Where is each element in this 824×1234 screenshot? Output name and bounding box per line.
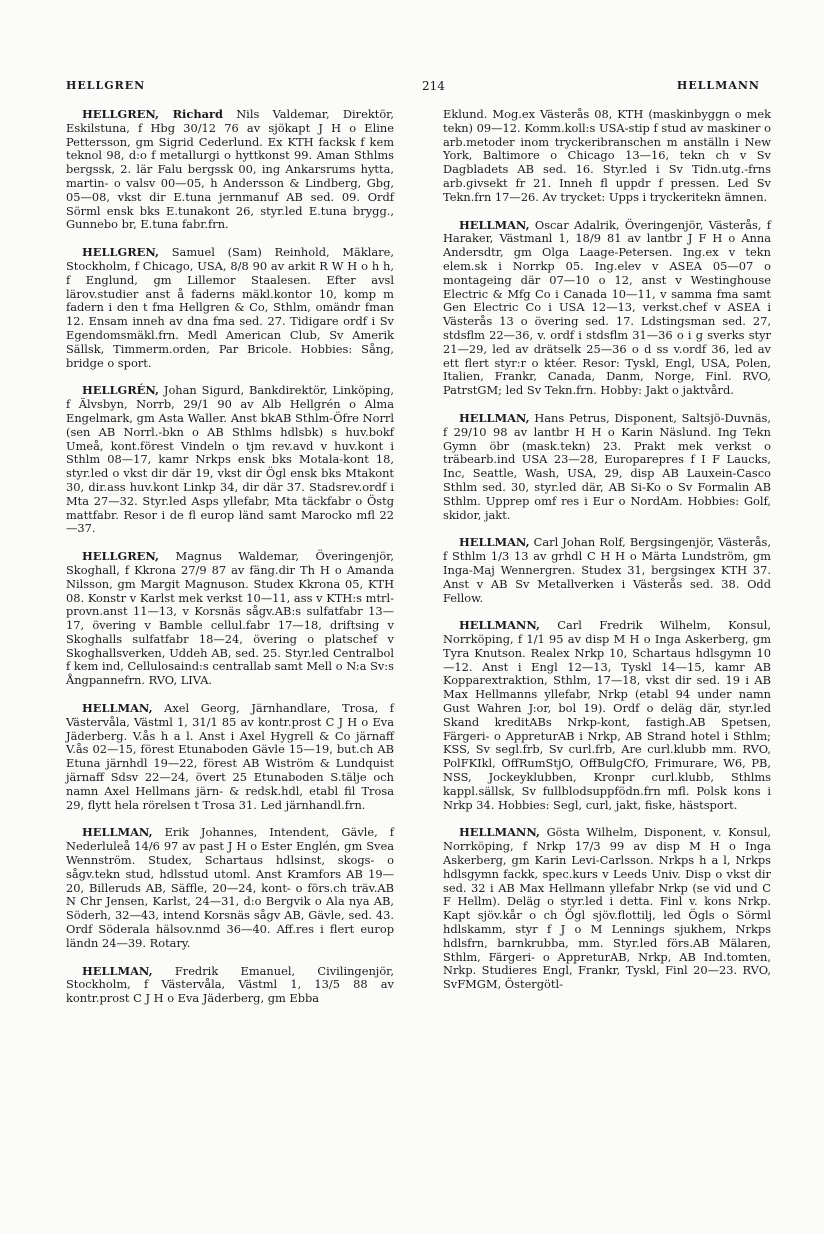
entry-name: HELLMAN, <box>459 535 530 550</box>
entry-name: HELLMAN, <box>82 701 153 716</box>
entry <box>443 826 771 992</box>
right-column <box>443 108 771 1006</box>
entry-text: Axel Georg, Järnhandlare, Trosa, f Västervåla, Västml 1, 31/1 85 av kontr.prost C J H o Eva Jäderberg. V.ås h a l. Anst i Axel Hygrell & Co järnaff V.ås 02—15, förest Etunaboden Gävle 15—19, but.ch AB Etuna järnhdl 19—22, förest AB Wiström & Lundquist järnaff Sdsv 22—24, övert 25 Etunaboden S.tälje och namn Axel Hellmans järn- & redsk.hdl, etabl fil Trosa 29, flytt hela rörelsen t Trosa 31. Led järnhandl.frn. <box>66 701 394 812</box>
entry-text: Johan Sigurd, Bankdirektör, Linköping, f Älvsbyn, Norrb, 29/1 90 av Alb Hellgrén o Alma Engelmark, gm Asta Waller. Anst bkAB Sthlm-Öfre Norrl (sen AB Norrl.-bkn o AB Sthlms hdlsbk) s huv.bokf Umeå, kont.förest Vindeln o tjm rev.avd v huv.kont i Sthlm 08—17, kamr Nrkps ensk bks Motala-kont 18, styr.led o vkst dir där 19, vkst dir Ögl ensk bks Mtakont 30, dir.ass huv.kont Linkp 34, dir där 37. Stadsrev.ordf i Mta 27—32. Styr.led Asps yllefabr, Mta täckfabr o Östg mattfabr. Resor i de fl europ länd samt Marocko mfl 22—37. <box>66 383 394 536</box>
entry <box>443 412 771 522</box>
entry-name: HELLGREN, Richard <box>82 107 223 121</box>
entry <box>66 826 394 950</box>
entry-text: Carl Fredrik Wilhelm, Konsul, Norrköping, f 1/1 95 av disp M H o Inga Askerberg, gm Tyra Knutson. Realex Nrkp 10, Schartaus hdlsgymn 10—12. Anst i Engl 12—13, Tyskl 14—15, kamr AB Kopparextraktion, Sthlm, 17—18, vkst dir sed. 19 i AB Max Hellmanns yllefabr, Nrkp (etabl 94 under namn Gust Wahren J:or, bol 19). Ordf o deläg där, styr.led Skand kreditABs Nrkp-kont, fastigh.AB Spetsen, Färgeri- o AppreturAB i Nrkp, AB Strand hotel i Sthlm; KSS, Sv segl.frb, Sv curl.frb, Are curl.klubb mm. RVO, PolFKIkl, OffRumStjO, OffBulgCfO, Frimurare, W6, PB, NSS, Jockeyklubben, Kronpr curl.klubb, Sthlms kappl.sällsk, Sv fullblodsuppfödn.frn mfl. Polsk kons i Nrkp 34. Hobbies: Segl, curl, jakt, fiske, hästsport. <box>443 618 771 812</box>
entry <box>66 384 394 536</box>
entry <box>443 619 771 812</box>
entry-text: Samuel (Sam) Reinhold, Mäklare, Stockholm, f Chicago, USA, 8/8 90 av arkit R W H o h h, f Englund, gm Lillemor Staalesen. Efter avsl lärov.studier anst å faderns mäkl.kontor 10, komp m fadern i den t fma Hellgren & Co, Sthlm, omändr fman 12. Ensam inneh av dna fma sed. 27. Tidigare ordf i Sv Egendomsmäkl.frn. Medl American Club, Sv Amerik Sällsk, Timmerm.orden, Par Bricole. Hobbies: Sång, bridge o sport. <box>66 245 394 370</box>
entry-text: Eklund. Mog.ex Västerås 08, KTH (maskinbyggn o mek tekn) 09—12. Komm.koll:s USA-stip f stud av maskiner o arb.metoder inom tryckeribranschen m anställn i New York, Baltimore o Chicago 13—16, tekn ch v Sv Dagbladets AB sed. 16. Styr.led i Sv Tidn.utg.-frns arb.givsekt fr 21. Inneh fl uppdr f pressen. Led Sv Tekn.frn 17—26. Av trycket: Upps i tryckeritekn ämnen. <box>443 107 771 204</box>
entry-name: HELLMAN, <box>459 410 530 425</box>
entry-name: HELLMANN, <box>459 618 540 633</box>
entry-name: HELLMAN, <box>82 963 153 978</box>
entry-text: Gösta Wilhelm, Disponent, v. Konsul, Norrköping, f Nrkp 17/3 99 av disp M H o Inga Askerberg, gm Karin Levi-Carlsson. Nrkps h a l, Nrkps hdlsgymn fackk, spec.kurs v Leeds Univ. Disp o vkst dir sed. 32 i AB Max Hellmann yllefabr Nrkp (se vid und C F Hellm). Deläg o styr.led i detta. Finl v. kons Nrkp. Kapt sjöv.kår o ch Ögl sjöv.flottilj, led Ögls o Sörml hdlskamm, styr f J o M Lennings sjukhem, Nrkps hdlsfrn, barnkrubba, mm. Styr.led förs.AB Mälaren, Sthlm, Färgeri- o AppreturAB, Nrkp, AB Ind.tomten, Nrkp. Studieres Engl, Frankr, Tyskl, Finl 20—23. RVO, SvFMGM, Östergötl- <box>443 825 771 992</box>
entry-name: HELLGREN, <box>82 245 159 260</box>
header-left-term: HELLGREN <box>66 79 146 92</box>
entry <box>443 219 771 398</box>
page-header <box>66 79 760 95</box>
entry <box>66 108 394 232</box>
entry-text: Magnus Waldemar, Överingenjör, Skoghall, f Kkrona 27/9 87 av fäng.dir Th H o Amanda Nilsson, gm Margit Magnuson. Studex Kkrona 05, KTH 08. Konstr v Karlst mek verkst 10—11, ass v KTH:s mtrl-provn.anst 11—13, v Korsnäs sågv.AB:s sulfatfabr 13—17, övering v Bamble cellul.fabr 17—18, driftsing v Skoghalls sulfatfabr 18—24, övering o platschef v Skoghallsverken, Uddeh AB, sed. 25. Styr.led Centralbol f kem ind, Cellulosaind:s centrallab samt Mell o N:a Sv:s Ångpannefrn. RVO, LIVA. <box>66 549 394 688</box>
entry-text: Oscar Adalrik, Överingenjör, Västerås, f Haraker, Västmanl 1, 18/9 81 av lantbr J F H o Anna Andersdtr, gm Olga Laage-Petersen. Ing.ex v tekn elem.sk i Norrkp 05. Ing.elev v ASEA 05—07 o montageing där 07—10 o 12, anst v Westinghouse Electric & Mfg Co i Canada 10—11, v samma fma samt Gen Electric Co i USA 12—13, verkst.chef v ASEA i Västerås 13 o övering sed. 17. Ldstingsman sed. 27, stdsflm 22—36, v. ordf i stdsflm 31—36 o i g sverks styr 21—29, led av drätselk 25—36 o d ss v.ordf 36, led av ett flert styr:r o ktéer. Resor: Tyskl, Engl, USA, Polen, Italien, Frankr, Canada, Danm, Norge, Finl. RVO, PatrstGM; led Sv Tekn.frn. Hobby: Jakt o jaktvård. <box>443 217 771 398</box>
entry-text: Fredrik Emanuel, Civilingenjör, Stockholm, f Västervåla, Västml 1, 13/5 88 av kontr.prost C J H o Eva Jäderberg, gm Ebba <box>66 963 394 1006</box>
entry-text: Nils Valdemar, Direktör, Eskilstuna, f Hbg 30/12 76 av sjökapt J H o Eline Pettersson, gm Sigrid Cederlund. Ex KTH facksk f kem teknol 98, d:o f metallurgi o hyttkonst 99. Aman Sthlms bergssk, 2. lär Falu bergssk 00, ing Ankarsrums hytta, martin- o valsv 00—05, h Andersson & Lindberg, Gbg, 05—08, vkst dir E.tuna jernmanuf AB sed. 09. Ordf Sörml ensk bks E.tunakont 26, styr.led E.tuna brygg., Gunnebo br, E.tuna fabr.frn. <box>66 107 394 232</box>
entry <box>66 550 394 688</box>
entry <box>66 246 394 370</box>
entry-name: HELLMAN, <box>459 217 530 232</box>
entry <box>66 965 394 1006</box>
entry <box>66 702 394 812</box>
entry-name: HELLMANN, <box>459 825 540 840</box>
left-column <box>66 108 394 1020</box>
page-number: 214 <box>422 79 445 93</box>
entry <box>443 536 771 605</box>
entry-name: HELLMAN, <box>82 825 153 840</box>
entry-name: HELLGRÉN, <box>82 383 159 398</box>
header-right-term: HELLMANN <box>676 79 760 92</box>
entry-text: Carl Johan Rolf, Bergsingenjör, Västerås, f Sthlm 1/3 13 av grhdl C H H o Märta Lundström, gm Inga-Maj Wennergren. Studex 31, bergsingex KTH 37. Anst v AB Sv Metallverken i Västerås sed. 38. Odd Fellow. <box>443 535 771 605</box>
entry-name: HELLGREN, <box>82 549 159 564</box>
entry-text: Erik Johannes, Intendent, Gävle, f Nederluleå 14/6 97 av past J H o Ester Englén, gm Svea Wennström. Studex, Schartaus hdlsinst, skogs- o sågv.tekn stud, hdlsstud utoml. Anst Kramfors AB 19—20, Billeruds AB, Säffle, 20—24, kont- o förs.ch träv.AB N Chr Jensen, Karlst, 24—31, d:o Bergvik o Ala nya AB, Söderh, 32—43, intend Korsnäs sågv AB, Gävle, sed. 43. Ordf Söderala hälsov.nmd 36—40. Aff.res i flert europ ländn 24—39. Rotary. <box>66 825 394 950</box>
entry-continuation <box>443 108 771 205</box>
entry-text: Hans Petrus, Disponent, Saltsjö-Duvnäs, f 29/10 98 av lantbr H H o Karin Näslund. Ing Tekn Gymn öbr (mask.tekn) 23. Prakt mek verkst o träbearb.ind USA 23—28, Europarepres f I F Laucks, Inc, Seattle, Wash, USA, 29, disp AB Lauxein-Casco Sthlm sed. 30, styr.led där, AB Si-Ko o Sv Formalin AB Sthlm. Upprep omf res i Eur o NordAm. Hobbies: Golf, skidor, jakt. <box>443 410 771 522</box>
